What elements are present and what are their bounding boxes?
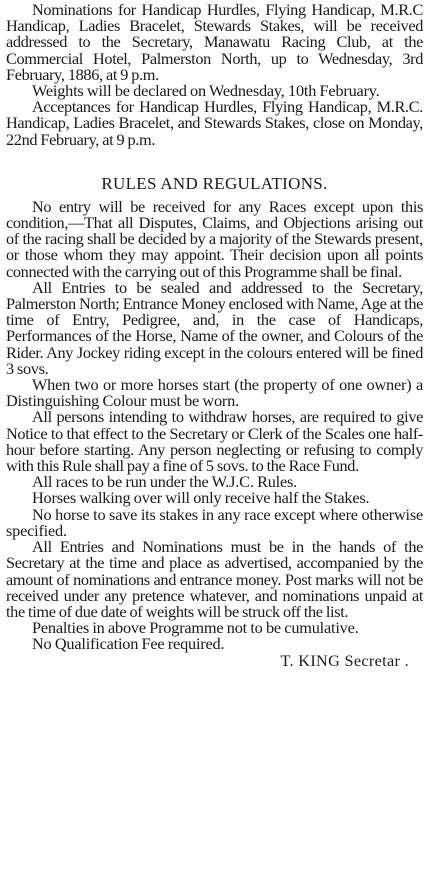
weights-notice: Weights will be declared on Wednesday, 10th February. [32,81,380,101]
rule-qualification-fee: No Qualification Fee required. [32,634,225,654]
rule-distinguishing-colour: When two or more horses start (the property of one owner) a Distinguishing Colour must be worn. [6,375,423,411]
nominations-notice: Nominations for Handicap Hurdles, Flying Handicap, M.R.C Handicap, Ladies Bracelet, Stewards Stakes, will be received addressed to the Secretary, Manawatu Racing Club, at the Commercial Hotel, Palmerston North, up to Wednesday, 3rd February, 1886, at 9 p.m. [6,0,423,84]
rule-nomination-deadline: All Entries and Nominations must be in the hands of the Secretary at the time and place as advertised, accompanied by the amount of nominations and entrance money. Post marks will not be received under any pretence whatever, and nominations unpaid at the time of due date of weights will be struck off the list. [6,537,423,621]
rule-entries: All Entries to be sealed and addressed to the Secretary, Palmerston North; Entrance Money enclosed with Name, Age at the time of Entry, Pedigree, and, in the case of Handicaps, Performances of the Horse, Name of the owner, and Colours of the Rider. Any Jockey riding except in the colours entered will be fined 3 sovs. [6,277,423,378]
rule-penalties: Penalties in above Programme not to be cumulative. [32,618,359,638]
rule-save-stakes: No horse to save its stakes in any race except where otherwise specified. [6,504,423,540]
acceptances-notice: Acceptances for Handicap Hurdles, Flying Handicap, M.R.C. Handicap, Ladies Bracelet, and Stewards Stakes, close on Monday, 22nd February, at 9 p.m. [6,97,423,149]
rule-disputes: No entry will be received for any Races except upon this condition,—That all Disputes, Claims, and Objections arising out of the racing shall be decided by a majority of the Stewards present, or those whom they may appoint. Their decision upon all points connected with the carrying out of this Programme shall be final. [6,196,423,281]
rule-walking-over: Horses walking over will only receive half the Stakes. [32,488,370,508]
rule-withdrawal: All persons intending to withdraw horses, are required to give Notice to that effect to the Secretary or Clerk of the Scales one half-hour before starting. Any person neglecting or refusing to comply with this Rule shall pay a fine of 5 sovs. to the Race Fund. [6,407,423,476]
rules-heading: RULES AND REGULATIONS. [101,173,328,193]
rule-wjc-rules: All races to be run under the W.J.C. Rules. [32,472,298,492]
secretary-signature: T. KING Secretar . [280,650,409,670]
